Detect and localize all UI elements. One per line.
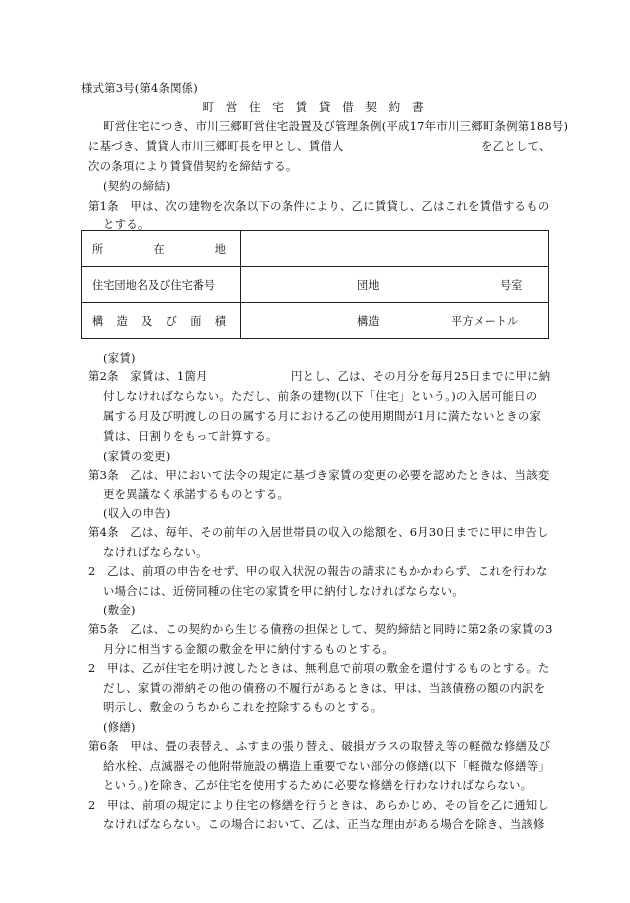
article-line: だし、家賃の滞納その他の債務の不履行があるときは、甲は、当該債務の額の内訳を bbox=[103, 681, 546, 695]
article-line: 更を異議なく承諾するものとする。 bbox=[103, 487, 290, 501]
section-heading: (収入の申告) bbox=[103, 506, 171, 520]
label-char: 所 bbox=[92, 242, 104, 256]
article-line: 属する月及び明渡しの日の属する月における乙の使用期間が1月に満たないときの家 bbox=[103, 409, 542, 423]
label-char: 在 bbox=[153, 242, 165, 256]
article-line: 給水栓、点滅器その他附帯施設の構造上重要でない部分の修繕(以下「軽微な修繕等」 bbox=[103, 759, 551, 773]
article-line: い場合には、近傍同種の住宅の家賃を甲に納付しなければならない。 bbox=[103, 584, 464, 598]
location-value-cell bbox=[241, 231, 549, 267]
article-line: 明示し、敷金のうちからこれを控除するものとする。 bbox=[103, 700, 383, 714]
section-heading: (敷金) bbox=[103, 603, 136, 617]
article-line: 月分に相当する金額の敷金を甲に納付するものとする。 bbox=[103, 642, 395, 656]
label-char: 面 bbox=[190, 314, 202, 328]
article-line: 第5条 乙は、この契約から生じる債務の担保として、契約締結と同時に第2条の家賃の3 bbox=[88, 622, 553, 636]
table-row bbox=[82, 231, 549, 267]
article-line: とする。 bbox=[103, 217, 150, 231]
article-line: 賃は、日割りをもって計算する。 bbox=[103, 429, 278, 443]
complex-name-value-cell bbox=[241, 267, 549, 303]
structure-area-label bbox=[82, 303, 241, 339]
document-title: 町 営 住 宅 賃 貸 借 契 約 書 bbox=[202, 100, 428, 114]
article-line: 第3条 乙は、甲において法令の規定に基づき家賃の変更の必要を認めたときは、当該変 bbox=[88, 468, 550, 482]
area-unit: 平方メートル bbox=[451, 314, 519, 328]
article-line: 2 甲は、前項の規定により住宅の修繕を行うときは、あらかじめ、その旨を乙に通知し bbox=[88, 798, 550, 812]
section-heading: (契約の締結) bbox=[103, 179, 171, 193]
form-number-label: 様式第3号(第4条関係) bbox=[81, 81, 198, 95]
preamble-line: 町営住宅につき、市川三郷町営住宅設置及び管理条例(平成17年市川三郷町条例第188号) bbox=[103, 119, 569, 133]
structure-suffix: 構造 bbox=[357, 314, 380, 328]
section-heading: (修繕) bbox=[103, 720, 136, 734]
article-line: 2 甲は、乙が住宅を明け渡したときは、無利息で前項の敷金を還付するものとする。た bbox=[88, 661, 550, 675]
section-heading: (家賃の変更) bbox=[103, 449, 171, 463]
property-table bbox=[81, 230, 549, 339]
article-line: 第2条 家賃は、1箇月 bbox=[88, 369, 208, 383]
label-char: 構 bbox=[92, 314, 104, 328]
article-line: 第6条 甲は、畳の表替え、ふすまの張り替え、破損ガラスの取替え等の軽微な修繕及び bbox=[88, 739, 551, 753]
article-line: なければならない。この場合において、乙は、正当な理由がある場合を除き、当該修 bbox=[103, 817, 545, 831]
table-row bbox=[82, 267, 549, 303]
room-suffix: 号室 bbox=[500, 278, 523, 292]
article-line: 2 乙は、前項の申告をせず、甲の収入状況の報告の請求にもかかわらず、これを行わな bbox=[88, 564, 548, 578]
article-line: 付しなければならない。ただし、前条の建物(以下「住宅」という。)の入居可能日の bbox=[103, 389, 538, 403]
complex-suffix: 団地 bbox=[357, 278, 380, 292]
label-char: 地 bbox=[214, 242, 226, 256]
preamble-line: に基づき、賃貸人市川三郷町長を甲とし、賃借人 bbox=[88, 139, 344, 153]
article-line: という。)を除き、乙が住宅を使用するために必要な修繕を行わなければならない。 bbox=[103, 778, 533, 792]
complex-name-label: 住宅団地名及び住宅番号 bbox=[82, 267, 241, 303]
label-char: 造 bbox=[116, 314, 128, 328]
label-char: 及 bbox=[141, 314, 153, 328]
article-line: なければならない。 bbox=[103, 545, 208, 559]
location-label bbox=[82, 231, 241, 267]
table-row bbox=[82, 303, 549, 339]
section-heading: (家賃) bbox=[103, 351, 136, 365]
label-char: 積 bbox=[214, 314, 226, 328]
label-char: び bbox=[165, 314, 177, 328]
article-line: 第4条 乙は、毎年、その前年の入居世帯員の収入の総額を、6月30日までに甲に申告し bbox=[88, 525, 549, 539]
preamble-line: 次の条項により賃貸借契約を締結する。 bbox=[88, 159, 298, 173]
article-line: 第1条 甲は、次の建物を次条以下の条件により、乙に賃貸し、乙はこれを賃借するもの bbox=[88, 199, 550, 213]
structure-area-value-cell bbox=[241, 303, 549, 339]
article-line: 円とし、乙は、その月分を毎月25日までに甲に納 bbox=[291, 369, 551, 383]
preamble-line: を乙として、 bbox=[481, 139, 551, 153]
